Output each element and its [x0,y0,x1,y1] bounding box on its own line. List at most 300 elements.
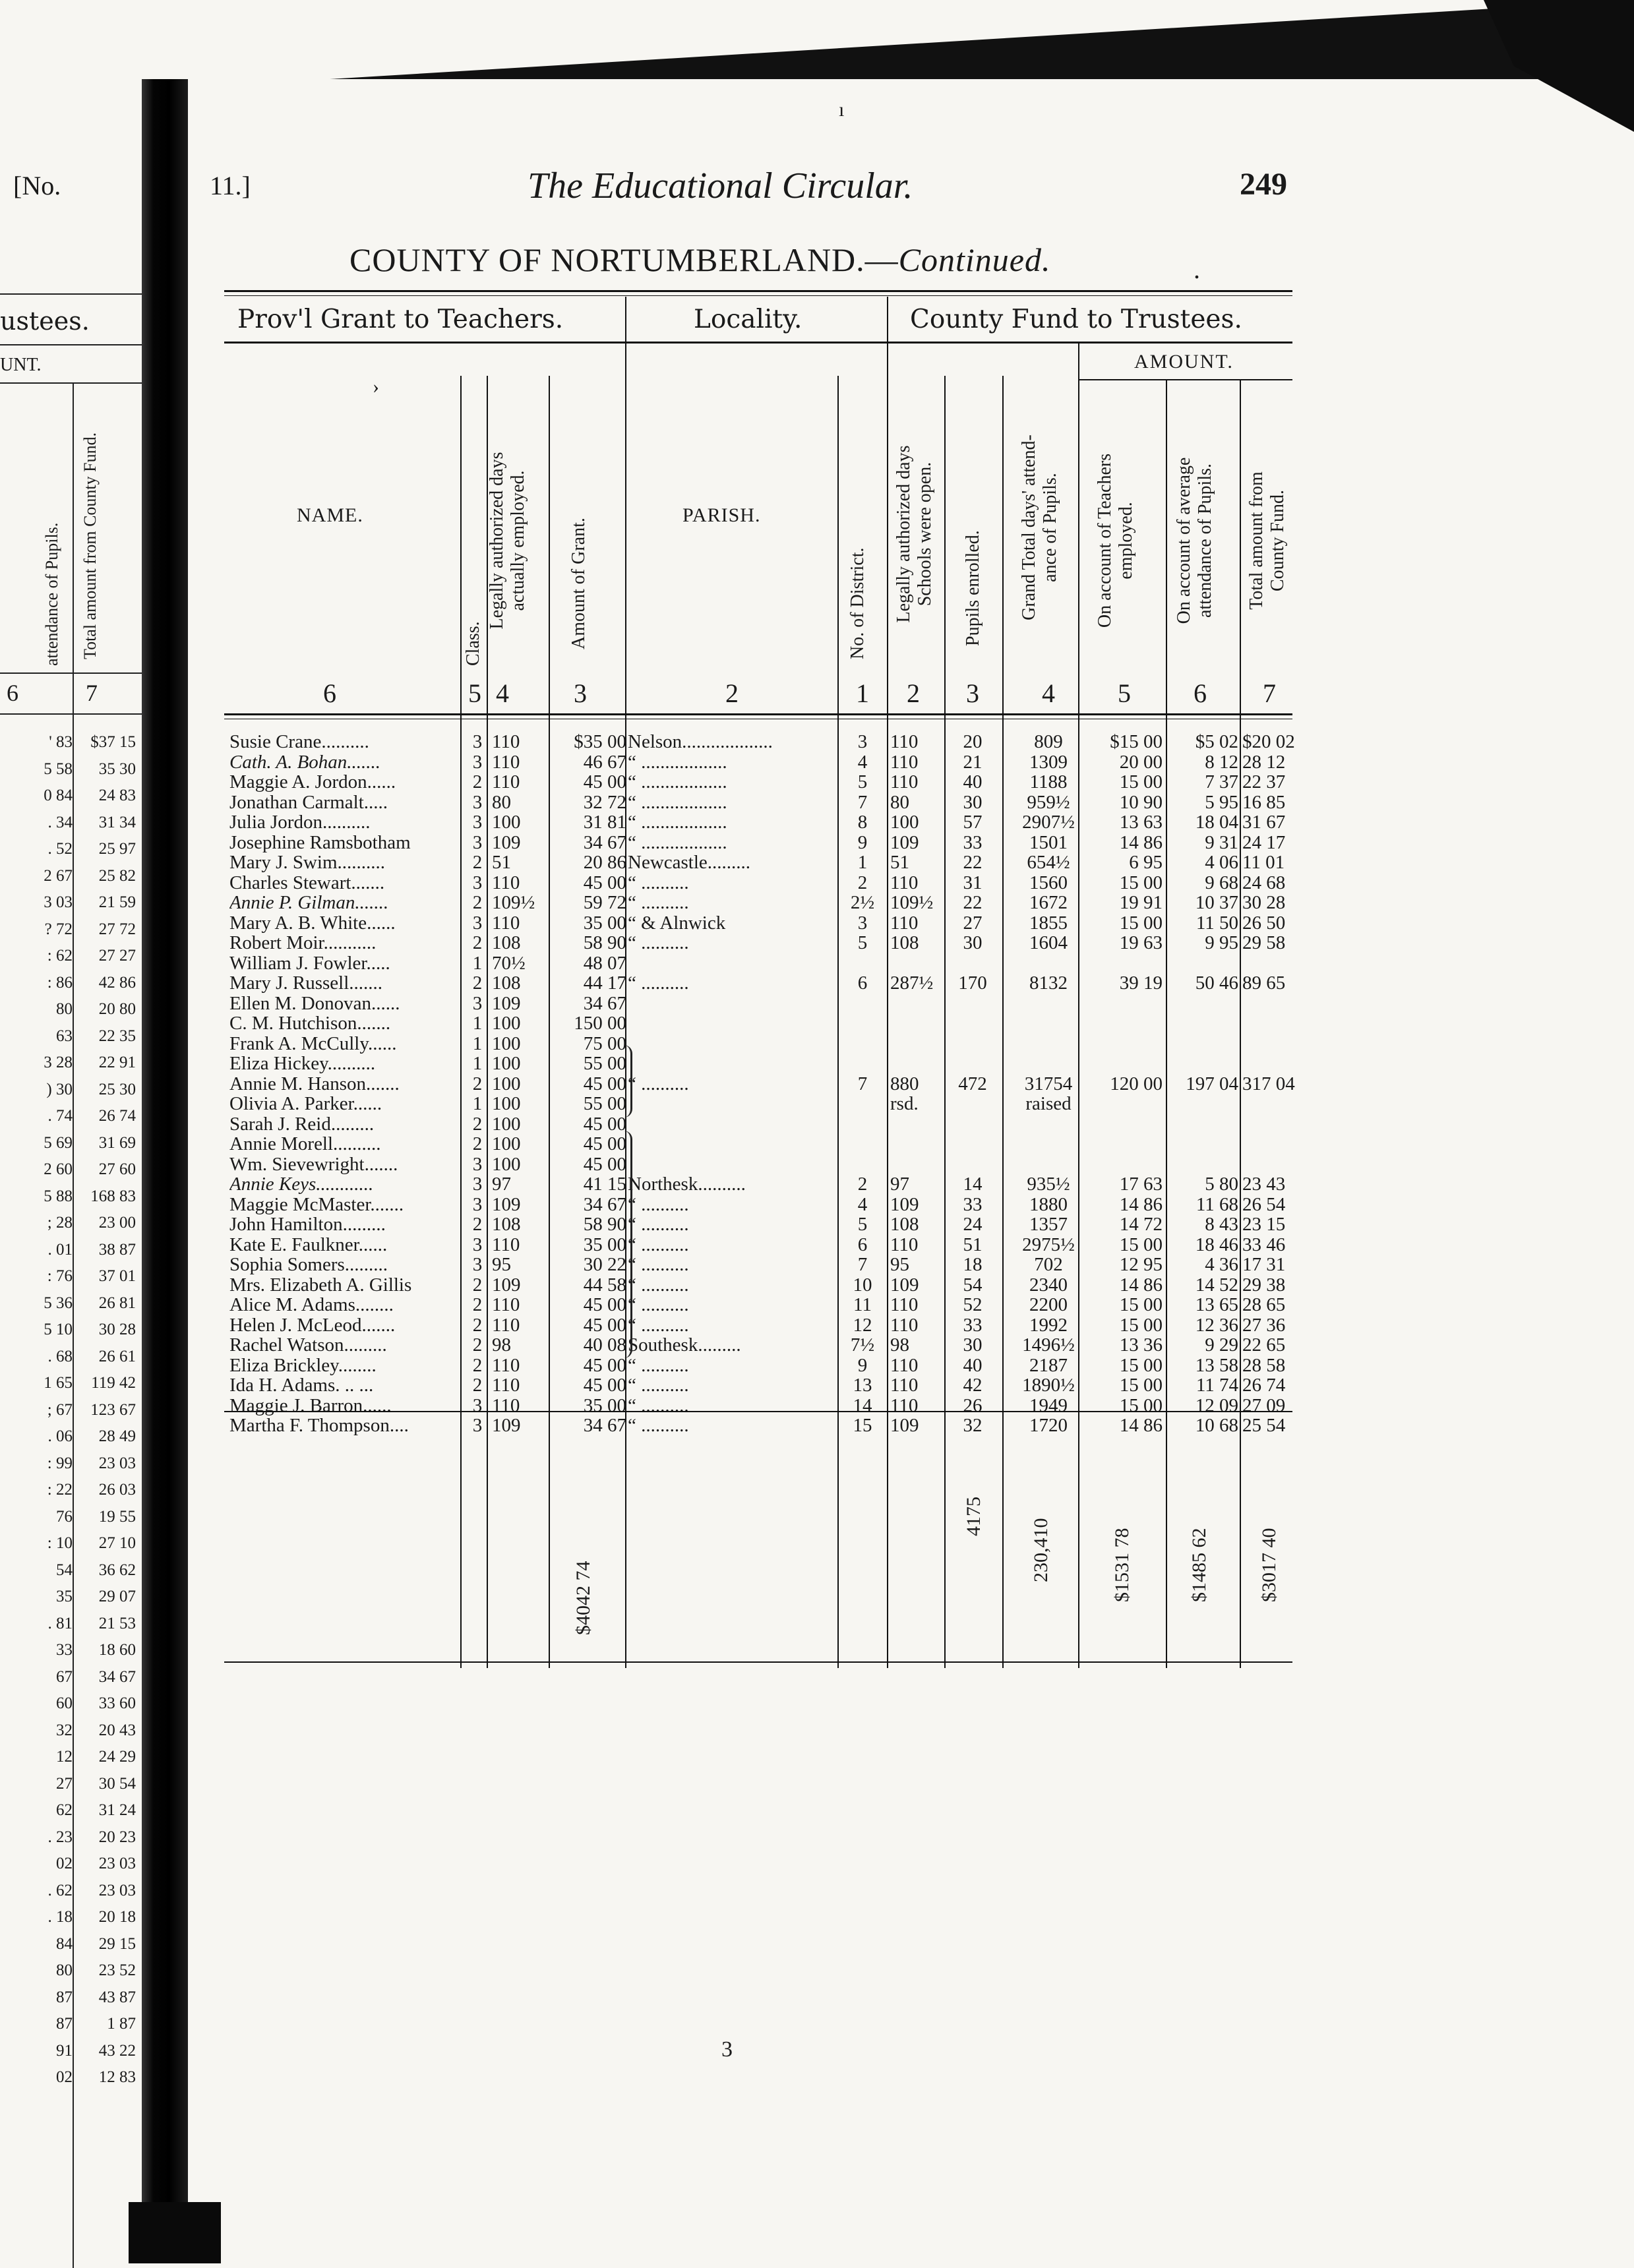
left-cell: 27 10 [98,1534,136,1552]
cell-enr: 18 [963,1254,983,1275]
left-cell: 91 [56,2041,73,2060]
col-pupils-header: Pupils enrolled. [963,530,983,646]
colnum-total-fund: 7 [1263,678,1276,708]
cell-grant: 35 00 [583,1234,626,1255]
cell-t7: 22 37 [1242,771,1286,792]
cell-tot: 1672 [1029,892,1068,913]
left-cell: 67 [56,1667,73,1686]
colnum-grant: 3 [574,678,587,708]
cell-parish: “ .................. [628,752,727,772]
cell-tot: 654½ [1027,852,1070,873]
cell-days: 109 [492,1415,521,1436]
brace-group-6 [624,1045,632,1118]
left-page-row [0,1481,140,1499]
cell-dist: 7 [857,791,868,813]
grant-table [224,290,1295,1668]
left-page-row [0,1828,140,1847]
cell-parish: Southesk......... [628,1335,741,1355]
left-page-row [0,1534,140,1553]
left-cell: . 34 [47,813,73,831]
cell-t5: 15 00 [1119,1375,1163,1396]
left-page-row [0,1294,140,1313]
left-page-row [0,2042,140,2060]
cell-tot: 2187 [1029,1354,1068,1376]
left-cell: 43 22 [98,2041,136,2060]
left-cell: 42 86 [98,973,136,992]
left-cell: : 22 [47,1481,73,1499]
cell-days: 100 [492,1032,521,1054]
cell-name: Julia Jordon.......... [229,812,371,832]
cell-cls: 3 [472,1193,483,1215]
left-cell: 02 [56,2068,73,2086]
cell-enr: 27 [963,912,983,934]
cell-cls: 2 [472,771,483,792]
cell-days: 110 [492,731,520,752]
cell-name: Josephine Ramsbotham [229,832,411,852]
cell-t5: 15 00 [1119,1234,1163,1255]
cell-tot: 702 [1034,1254,1063,1275]
cell-enr: 33 [963,1193,983,1215]
cell-grant: 150 00 [574,1013,626,1034]
cell-open: 287½ [890,972,934,994]
cell-grant: 45 00 [583,771,626,792]
total-fund: $3017 40 [1258,1528,1280,1602]
col-grand-total-header: Grand Total days' attend- ance of Pupils. [1019,434,1060,620]
left-cell: 5 58 [44,760,73,778]
cell-dist: 1 [857,852,868,873]
cell-t7: 23 15 [1242,1214,1286,1235]
cell-cls: 2 [472,1214,483,1235]
cell-dist: 13 [853,1375,872,1396]
cell-parish: “ .......... [628,933,689,953]
cell-grant: 45 00 [583,872,626,893]
cell-t6: 4 06 [1205,852,1238,873]
cell-parish: “ .................. [628,772,727,792]
left-cell: 21 59 [98,893,136,911]
cell-name: Susie Crane.......... [229,732,369,752]
cell-enr: 21 [963,751,983,773]
cell-days: 108 [492,932,521,953]
cell-enr: 51 [963,1234,983,1255]
left-cell: 5 10 [44,1321,73,1338]
cell-dist: 7 [857,1254,868,1275]
cell-t7: 26 74 [1242,1375,1286,1396]
cell-tot: 2340 [1029,1274,1068,1296]
cell-dist: 11 [853,1294,872,1315]
cell-open: 110 [890,771,919,792]
cell-open: 100 [890,812,919,833]
col-total-fund-header: Total amount from County Fund. [1246,471,1288,610]
left-cell: 119 42 [91,1374,136,1392]
colnum-name: 6 [323,678,336,708]
cell-t6: 12 36 [1195,1314,1238,1336]
cell-t6: 10 37 [1195,892,1238,913]
cell-name: Charles Stewart....... [229,872,385,893]
left-page-row [0,1241,140,1259]
left-cell: . 18 [47,1908,73,1926]
cell-t7: 27 36 [1242,1314,1286,1336]
left-page-row [0,867,140,885]
cell-t5: 15 00 [1119,872,1163,893]
cell-days: 110 [492,1234,520,1255]
cell-enr: 32 [963,1415,983,1436]
cell-t6: 197 04 [1186,1073,1238,1094]
book-gutter [142,79,188,2263]
cell-cls: 3 [472,1174,483,1195]
left-cell: 29 07 [98,1588,136,1605]
cell-days: 110 [492,1314,520,1336]
cell-days: 109 [492,992,521,1014]
cell-dist: 5 [857,1214,868,1235]
left-cell: 37 01 [98,1267,136,1285]
cell-tot: 935½ [1027,1174,1070,1195]
left-page-row [0,1908,140,1926]
cell-grant: 34 67 [583,831,626,853]
left-page-row [0,1561,140,1580]
cell-enr: 33 [963,1314,983,1336]
cell-name: Kate E. Faulkner...... [229,1234,388,1255]
cell-t7: 17 31 [1242,1254,1286,1275]
cell-t7: 22 65 [1242,1334,1286,1356]
cell-t5: 15 00 [1119,1294,1163,1315]
left-top-rule [0,293,142,295]
table-row [224,1375,1292,1395]
left-page-row [0,1748,140,1766]
cell-t7: 25 54 [1242,1415,1286,1436]
left-cell: 22 91 [98,1054,136,1071]
cell-open: 110 [890,1314,919,1336]
cell-cls: 3 [472,731,483,752]
cell-cls: 3 [472,751,483,773]
cell-t5: 14 86 [1119,1274,1163,1296]
left-page-row [0,1855,140,1873]
cell-t7: 30 28 [1242,892,1286,913]
cell-name: Mary J. Russell....... [229,973,382,993]
left-cell: 24 29 [98,1748,136,1766]
cell-dist: 3 [857,912,868,934]
col-on-teachers-header: On account of Teachers employed. [1095,453,1136,628]
left-cell: 168 83 [90,1187,136,1205]
cell-enr: 30 [963,791,983,813]
left-cell: 24 83 [98,787,136,804]
left-cell: 29 15 [98,1934,136,1953]
group-county-fund: County Fund to Trustees. [910,305,1242,334]
cell-open: 110 [890,1375,919,1396]
cell-t5: 15 00 [1119,771,1163,792]
left-cell: 22 35 [98,1027,136,1045]
left-cell: 02 [56,1855,73,1872]
cell-parish: “ .......... [628,872,689,893]
cell-dist: 3 [857,731,868,752]
left-cell: . 23 [47,1828,73,1846]
cell-open: 110 [890,872,919,893]
cell-cls: 2 [472,1113,483,1135]
cell-days: 109 [492,1193,521,1215]
cell-t5: $15 00 [1110,731,1163,752]
cell-cls: 3 [472,791,483,813]
cell-name: John Hamilton......... [229,1214,386,1234]
left-cell: . 81 [47,1614,73,1632]
cell-cls: 2 [472,852,483,873]
left-cell: 30 54 [98,1774,136,1793]
cell-days: 80 [492,791,511,813]
left-page-row [0,1160,140,1179]
cell-parish: “ .......... [628,1073,689,1094]
left-page-row [0,1775,140,1793]
cell-enr: 22 [963,852,983,873]
cell-name: Annie P. Gilman....... [229,893,389,912]
table-row [224,792,1292,812]
left-page-row [0,1000,140,1019]
left-page-row [0,893,140,912]
table-row [224,731,1295,752]
colnum-attendance: 6 [1194,678,1207,708]
left-page-row [0,1348,140,1366]
left-cell: : 76 [47,1267,73,1285]
cell-cls: 3 [472,1394,483,1416]
cell-open: 110 [890,912,919,934]
cell-name: Maggie J. Barron...... [229,1395,392,1416]
cell-tot: 1720 [1029,1415,1068,1436]
cell-parish: “ .......... [628,1194,689,1214]
cell-days: 109 [492,1274,521,1296]
cell-days: 100 [492,1093,521,1114]
left-cell: 12 83 [98,2068,136,2086]
table-row [224,933,1292,953]
subtitle-continued: Continued. [898,241,1051,278]
cell-parish: “ & Alnwick [628,912,726,933]
col-district-header: No. of District. [847,547,868,659]
colnum-teachers: 5 [1118,678,1131,708]
page-number: 249 [1240,167,1287,202]
cell-parish: “ .......... [628,1214,689,1234]
colnum-parish: 2 [725,678,739,708]
subtitle-main: COUNTY OF NORTUMBERLAND.— [349,241,899,278]
cell-name: Helen J. McLeod....... [229,1315,396,1335]
cell-open: 95 [890,1254,909,1275]
left-cell: 54 [56,1561,73,1579]
left-cell: : 10 [47,1534,73,1552]
cell-t5: 19 63 [1119,932,1163,953]
cell-cls: 2 [472,932,483,953]
table-row [224,752,1292,772]
cell-dist: 7 [857,1073,868,1094]
cell-open: 98 [890,1334,909,1356]
cell-days: 98 [492,1334,511,1356]
cell-cls: 3 [472,1415,483,1436]
left-cell: 62 [56,1801,73,1819]
left-page-row [0,947,140,965]
cell-name: Mary J. Swim.......... [229,852,386,872]
cell-cls: 1 [472,1013,483,1034]
table-row [224,1154,1292,1174]
cell-t6: $5 02 [1195,731,1238,752]
left-cell: $37 15 [90,733,136,751]
left-cell: : 86 [47,973,73,992]
cell-t7: 28 58 [1242,1354,1286,1376]
cell-enr: 22 [963,892,983,913]
cell-grant: 45 00 [583,1354,626,1376]
left-cell: 63 [56,1027,73,1045]
cell-days: 109 [492,831,521,853]
totals-rule [224,1411,1292,1412]
issue-number: 11.] [210,171,251,200]
cell-cls: 2 [472,1133,483,1154]
left-cell: 27 [56,1774,73,1793]
left-cell: 76 [56,1507,73,1526]
total-grand-days: 230,410 [1030,1518,1052,1582]
left-cell: 19 55 [98,1507,136,1526]
left-page-row [0,1081,140,1099]
cell-days: 51 [492,852,511,873]
cell-parish: “ .......... [628,1295,689,1315]
left-page-row [0,1801,140,1820]
left-cell: 87 [56,2015,73,2033]
left-rule-1 [0,344,142,345]
cell-enr: 54 [963,1274,983,1296]
left-cell: . 74 [47,1107,73,1125]
cell-open: 110 [890,1354,919,1376]
table-row [224,1034,1292,1054]
colnum-pupils: 3 [966,678,979,708]
cell-cls: 1 [472,1032,483,1054]
group-locality: Locality. [694,305,802,334]
cell-t6: 8 12 [1205,751,1238,773]
cell-name: Sophia Somers......... [229,1255,388,1274]
cell-grant: 30 22 [583,1254,626,1275]
cell-t7: 27 09 [1242,1394,1286,1416]
cell-t7: 89 65 [1242,972,1286,994]
cell-days: 110 [492,1294,520,1315]
cell-tot: 1880 [1029,1193,1068,1215]
left-cell: 23 03 [98,1454,136,1472]
cell-tot: 809 [1034,731,1063,752]
cell-grant: 41 15 [583,1174,626,1195]
colnum-open: 2 [907,678,920,708]
cell-enr: 57 [963,812,983,833]
left-cell: 23 52 [98,1961,136,1979]
left-cell: 60 [56,1694,73,1712]
cell-t5: 12 95 [1119,1254,1163,1275]
subtitle-dot: . [1194,254,1200,284]
cell-cls: 2 [472,972,483,994]
header-bottom-rule [224,713,1292,715]
cell-name: Martha F. Thompson.... [229,1416,409,1435]
left-cell: ; 28 [47,1214,73,1232]
left-cell: 87 [56,1988,73,2006]
cell-t5: 17 63 [1119,1174,1163,1195]
col-parish-header: PARISH. [682,504,761,526]
colnum-district: 1 [856,678,869,708]
cell-cls: 3 [472,812,483,833]
total-pupils: 4175 [963,1497,984,1536]
cell-parish: “ .......... [628,1315,689,1335]
amount-label: AMOUNT. [1134,351,1234,373]
group-rule [224,342,1292,343]
cell-open: 108 [890,932,919,953]
cell-cls: 1 [472,1053,483,1074]
cell-tot: 959½ [1027,791,1070,813]
left-cell: 3 28 [44,1054,73,1071]
cell-days: 100 [492,1113,521,1135]
cell-cls: 2 [472,1314,483,1336]
cell-dist: 8 [857,812,868,833]
cell-dist: 9 [857,1354,868,1376]
cell-name: Alice M. Adams........ [229,1295,394,1315]
left-page-row [0,1588,140,1606]
cell-t5: 15 00 [1119,1314,1163,1336]
cell-enr: 52 [963,1294,983,1315]
left-cell: 25 82 [98,866,136,885]
left-cell: 26 74 [98,1107,136,1125]
left-cell: 2 60 [44,1160,73,1178]
cell-tot: 8132 [1029,972,1068,994]
cell-enr: 30 [963,932,983,953]
cell-enr: 30 [963,1334,983,1356]
cell-t7: 317 04 [1242,1073,1295,1094]
cell-parish: “ .......... [628,973,689,993]
cell-t7: 23 43 [1242,1174,1286,1195]
cell-name: Cath. A. Bohan....... [229,752,381,772]
cell-parish: “ .................. [628,792,727,812]
cell-parish: Nelson................... [628,732,773,752]
cell-t6: 10 68 [1195,1415,1238,1436]
left-rule-4 [0,713,142,715]
left-cell: 84 [56,1934,73,1953]
left-cell: : 99 [47,1454,73,1472]
left-page-row [0,1668,140,1686]
left-cell: 26 03 [98,1481,136,1499]
left-page-row [0,840,140,858]
cell-days: 95 [492,1254,511,1275]
cell-grant: 35 00 [583,912,626,934]
cell-grant: 44 17 [583,972,626,994]
left-cell: ; 67 [47,1400,73,1419]
cell-name: Mrs. Elizabeth A. Gillis [229,1274,412,1295]
cell-grant: 48 07 [583,952,626,974]
cell-parish: “ .......... [628,893,689,912]
cell-tot: 31754 [1024,1073,1073,1094]
cell-tot: 1949 [1029,1394,1068,1416]
cell-name: Robert Moir........... [229,933,377,953]
table-row [224,1073,1295,1094]
table-row [224,833,1292,852]
left-cell: 31 69 [98,1133,136,1152]
table-bottom-rule [224,1661,1292,1663]
left-cell: 2 67 [44,866,73,885]
col-on-attendance-header: On account of average attendance of Pupils. [1174,457,1215,624]
cell-tot: 1992 [1029,1314,1068,1336]
col-days-employed-header: Legally authorized days actually employed. [487,452,528,630]
cell-cls: 2 [472,1375,483,1396]
cell-t7: 31 67 [1242,812,1286,833]
cell-days: 110 [492,872,520,893]
table-row [224,873,1292,893]
cell-dist: 2 [857,872,868,893]
left-page-row [0,1988,140,2007]
cell-t6: 11 50 [1195,912,1238,934]
page-title: The Educational Circular. [528,165,913,206]
cell-open: 880 [890,1073,919,1094]
cell-grant: 45 00 [583,1113,626,1135]
left-cell: 5 69 [44,1133,73,1152]
cell-name: Eliza Brickley........ [229,1355,377,1375]
cell-open: 109 [890,1193,919,1215]
cell-cls: 3 [472,1254,483,1275]
total-grant: $4042 74 [572,1561,594,1635]
left-cell: 80 [56,1000,73,1018]
left-cell: . 62 [47,1881,73,1899]
